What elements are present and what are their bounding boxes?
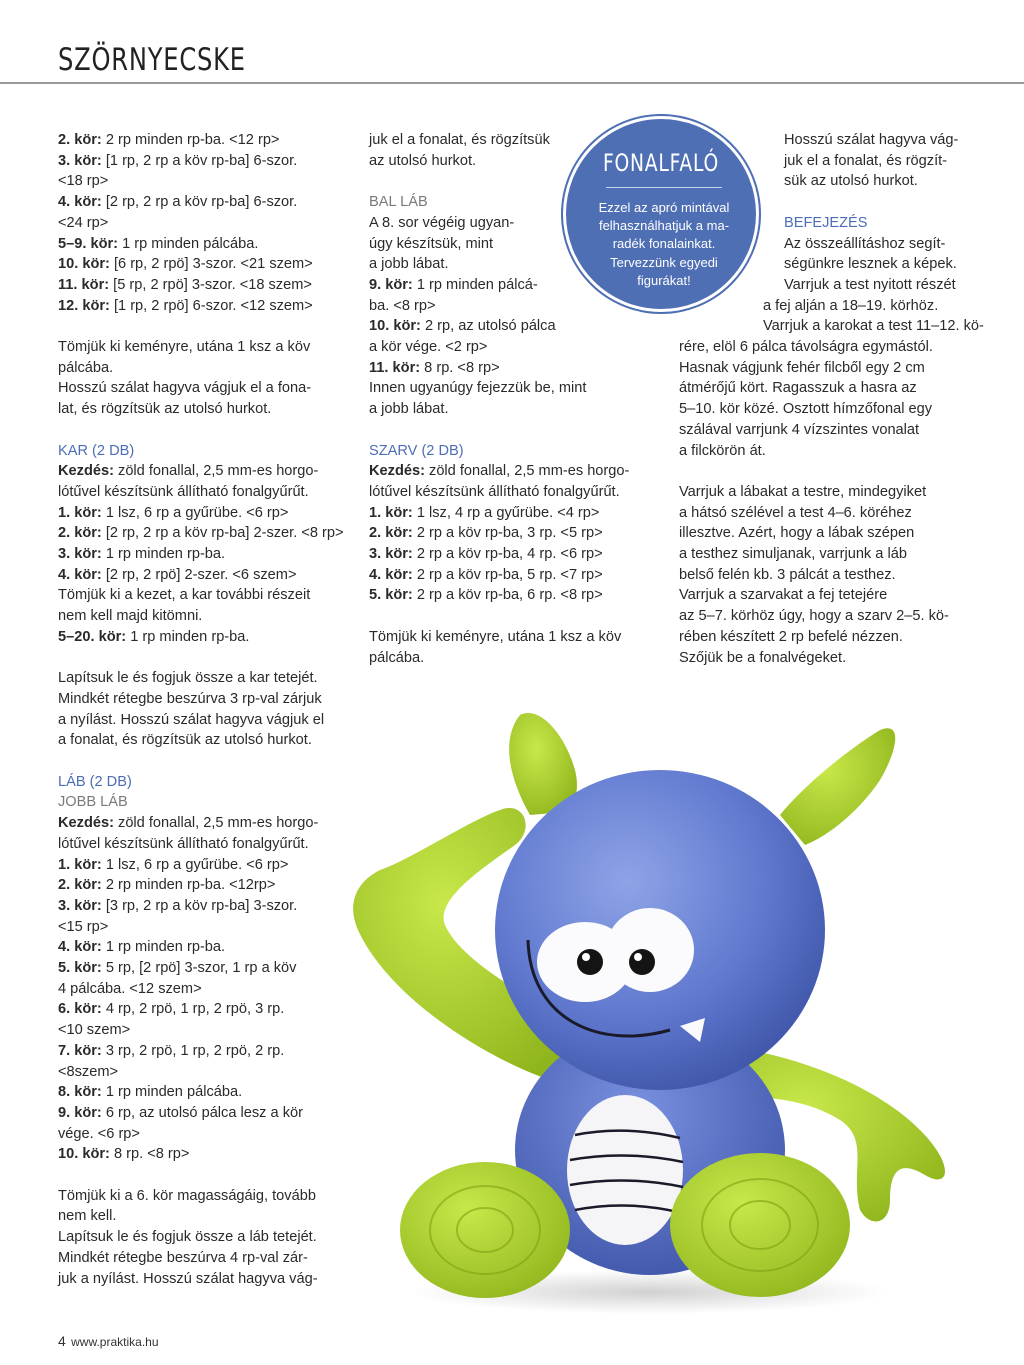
text-line: Lapítsuk le és fogjuk össze a kar tetejét.	[58, 670, 318, 687]
row-label: 4. kör:	[369, 566, 413, 583]
row-label: Kezdés:	[58, 815, 114, 832]
row-text: [6 rp, 2 rpö] 3-szor. <21 szem>	[109, 256, 313, 273]
badge-title: FONALFALÓ	[602, 149, 720, 177]
belly-patch	[567, 1095, 683, 1245]
pattern-row	[369, 544, 661, 565]
row-text: 1 lsz, 6 rp a gyűrübe. <6 rp>	[101, 504, 289, 521]
pattern-row	[58, 130, 348, 151]
row-label: 3. kör:	[58, 897, 102, 914]
text-line: pálcába.	[58, 359, 114, 376]
row-text: 8 rp. <8 rp>	[109, 1146, 190, 1163]
row-label: 9. kör:	[369, 276, 413, 293]
pattern-row	[369, 585, 661, 606]
row-label: 2. kör:	[58, 132, 102, 148]
row-text: 2 rp minden rp-ba. <12rp>	[101, 877, 276, 894]
right-foot	[670, 1153, 850, 1297]
text-line: a hátsó szélével a test 4–6. köréhez	[679, 504, 912, 521]
row-label: 3. kör:	[369, 546, 413, 563]
badge-line: Tervezzünk egyedi	[610, 254, 718, 270]
row-text: [3 rp, 2 rp a köv rp-ba] 3-szor.	[101, 897, 298, 914]
text-line: ba. <8 rp>	[369, 297, 436, 314]
row-text: 1 rp minden rp-ba.	[101, 939, 226, 956]
blank-line	[58, 1165, 348, 1186]
text-line: 5–10. kör közé. Osztott hímzőfonal egy	[679, 401, 933, 418]
pattern-row	[58, 565, 348, 586]
text-line: nem kell.	[58, 1208, 117, 1225]
website-url: www.praktika.hu	[71, 1335, 159, 1349]
pattern-row	[58, 627, 348, 648]
pattern-row	[58, 254, 348, 275]
row-label: 4. kör:	[58, 194, 102, 211]
blank-line	[58, 316, 348, 337]
blank-line	[58, 420, 348, 441]
text-line: rére, elöl 6 pálca távolságra egymástól.	[679, 339, 933, 356]
row-text: 2 rp a köv rp-ba, 3 rp. <5 rp>	[412, 525, 603, 542]
page-title: SZÖRNYECSKE	[58, 42, 246, 78]
text-line: <15 rp>	[58, 918, 109, 935]
row-text: 5 rp, [2 rpö] 3-szor, 1 rp a köv	[101, 960, 297, 977]
row-label: 10. kör:	[58, 256, 110, 273]
row-label: 4. kör:	[58, 939, 102, 956]
text-line: sük az utolsó hurkot.	[784, 173, 918, 190]
row-label: 2. kör:	[369, 525, 413, 542]
text-line: Varrjuk a szarvakat a fej tetejére	[679, 587, 888, 604]
row-label: 4. kör:	[58, 566, 102, 583]
row-text: 2 rp minden rp-ba. <12 rp>	[101, 132, 280, 148]
row-text: zöld fonallal, 2,5 mm-es horgo-	[113, 463, 319, 480]
row-text: [1 rp, 2 rp a köv rp-ba] 6-szor.	[101, 152, 298, 169]
section-heading: SZARV (2 DB)	[369, 442, 464, 459]
text-line: ségünkre lesznek a képek.	[784, 256, 957, 273]
row-text: [2 rp, 2 rpö] 2-szer. <6 szem>	[101, 566, 297, 583]
text-line: lótűvel készítsünk állítható fonalgyűrűt.	[58, 835, 309, 852]
row-label: 9. kör:	[58, 1104, 102, 1121]
text-line: vége. <6 rp>	[58, 1125, 140, 1142]
right-eye	[606, 908, 694, 992]
blank-line	[369, 420, 661, 441]
pattern-row	[58, 855, 348, 876]
text-line: Az összeállításhoz segít-	[784, 235, 946, 252]
text-line: juk a nyílást. Hosszú szálat hagyva vág-	[58, 1270, 318, 1287]
text-line: lótűvel készítsünk állítható fonalgyűrűt.	[58, 483, 309, 500]
text-line: szálával varrjunk 4 vízszintes vonalat	[679, 421, 920, 438]
row-text: [2 rp, 2 rp a köv rp-ba] 2-szer. <8 rp>	[101, 525, 344, 542]
page-number: 4	[58, 1333, 66, 1349]
column-1	[58, 130, 348, 1289]
row-text: zöld fonallal, 2,5 mm-es horgo-	[113, 815, 319, 832]
text-line: juk el a fonalat, és rögzítsük	[369, 132, 550, 148]
text-line: <18 rp>	[58, 173, 109, 190]
row-label: 5. kör:	[58, 960, 102, 977]
text-line: lótűvel készítsünk állítható fonalgyűrűt.	[369, 483, 620, 500]
pattern-row	[58, 461, 348, 482]
row-label: 1. kör:	[58, 504, 102, 521]
text-line: a jobb lábat.	[369, 401, 449, 418]
badge-line: Ezzel az apró mintával	[598, 200, 730, 215]
text-line: Varrjuk a test nyitott részét	[784, 276, 956, 293]
pattern-row	[58, 875, 348, 896]
text-line: Hosszú szálat hagyva vágjuk el a fona-	[58, 380, 312, 397]
pattern-row	[369, 358, 661, 379]
text-line: A 8. sor végéig ugyan-	[369, 214, 515, 231]
text-line: a fonalat, és rögzítsük az utolsó hurkot.	[58, 732, 312, 749]
badge-divider	[606, 187, 722, 188]
row-label: 1. kör:	[369, 504, 413, 521]
text-line: Varrjuk a karokat a test 11–12. kö-	[763, 318, 984, 335]
fonalfalo-badge	[563, 116, 759, 312]
text-line: <8szem>	[58, 1063, 119, 1080]
page-footer	[58, 1333, 159, 1349]
text-line: rében készített 2 rp befelé nézzen.	[679, 628, 903, 645]
pattern-row	[369, 565, 661, 586]
text-line: lat, és rögzítsük az utolsó hurkot.	[58, 401, 272, 418]
blank-line	[58, 648, 348, 669]
pattern-row	[58, 544, 348, 565]
text-line: illesztve. Azért, hogy a lábak szépen	[679, 525, 915, 542]
badge-line: radék fonalainkat.	[612, 236, 716, 252]
text-line: a fej alján a 18–19. körhöz.	[763, 297, 939, 314]
pattern-row	[58, 192, 348, 213]
row-text: zöld fonallal, 2,5 mm-es horgo-	[424, 463, 630, 480]
blank-line	[58, 751, 348, 772]
section-heading: KAR (2 DB)	[58, 442, 135, 459]
row-text: [2 rp, 2 rp a köv rp-ba] 6-szor.	[101, 194, 298, 211]
row-label: 11. kör:	[58, 276, 110, 293]
text-line: <24 rp>	[58, 214, 109, 231]
row-text: 2 rp a köv rp-ba, 6 rp. <8 rp>	[412, 587, 603, 604]
text-line: Innen ugyanúgy fejezzük be, mint	[369, 380, 587, 397]
subsection-heading: JOBB LÁB	[58, 794, 128, 811]
text-line: Szőjük be a fonalvégeket.	[679, 649, 847, 666]
pattern-row	[58, 937, 348, 958]
text-line: a kör vége. <2 rp>	[369, 339, 488, 356]
section-heading: LÁB (2 DB)	[58, 773, 132, 790]
text-line: Tömjük ki keményre, utána 1 ksz a köv	[58, 339, 311, 356]
text-line: Varrjuk a lábakat a testre, mindegyiket	[679, 483, 927, 500]
row-label: 3. kör:	[58, 152, 102, 169]
row-text: 3 rp, 2 rpö, 1 rp, 2 rpö, 2 rp.	[101, 1042, 285, 1059]
row-label: 11. kör:	[369, 359, 421, 376]
text-line: az utolsó hurkot.	[369, 152, 477, 169]
pattern-row	[58, 896, 348, 917]
pattern-row	[369, 316, 661, 337]
text-line: 4 pálcába. <12 szem>	[58, 980, 202, 997]
text-line: Tömjük ki a kezet, a kar további részeit	[58, 587, 311, 604]
row-text: 1 lsz, 4 rp a gyűrübe. <4 rp>	[412, 504, 600, 521]
row-label: 12. kör:	[58, 297, 110, 314]
pattern-row	[58, 275, 348, 296]
right-horn	[780, 728, 895, 845]
text-line: Mindkét rétegbe beszúrva 3 rp-val zárjuk	[58, 690, 322, 707]
row-label: 7. kör:	[58, 1042, 102, 1059]
pattern-row	[58, 1103, 348, 1124]
row-label: 3. kör:	[58, 546, 102, 563]
pattern-row	[369, 461, 661, 482]
pattern-row	[58, 523, 348, 544]
row-text: 2 rp a köv rp-ba, 4 rp. <6 rp>	[412, 546, 603, 563]
badge-line: figurákat!	[637, 272, 691, 288]
row-text: 1 rp minden rp-ba.	[101, 546, 226, 563]
row-label: 2. kör:	[58, 525, 102, 542]
row-text: [1 rp, 2 rpö] 6-szor. <12 szem>	[109, 297, 313, 314]
row-text: 8 rp. <8 rp>	[420, 359, 500, 376]
blank-line	[369, 606, 661, 627]
row-text: 1 rp minden pálcá-	[412, 276, 538, 293]
pattern-row	[369, 523, 661, 544]
row-text: 1 rp minden rp-ba.	[126, 628, 250, 645]
text-line: Hasnak vágjunk fehér filcből egy 2 cm	[679, 359, 925, 376]
pattern-row	[369, 503, 661, 524]
row-text: 6 rp, az utolsó pálca lesz a kör	[101, 1104, 303, 1121]
pattern-row	[58, 503, 348, 524]
pattern-row	[58, 296, 348, 317]
text-line: <10 szem>	[58, 1022, 131, 1039]
text-line: Tömjük ki keményre, utána 1 ksz a köv	[369, 628, 622, 645]
text-line: juk el a fonalat, és rögzít-	[784, 152, 948, 169]
row-label: 5–9. kör:	[58, 235, 119, 252]
row-label: 2. kör:	[58, 877, 102, 894]
pattern-row	[58, 1041, 348, 1062]
right-pupil	[629, 949, 655, 975]
text-line: úgy készítsük, mint	[369, 235, 494, 252]
pattern-row	[58, 813, 348, 834]
row-text: 1 rp minden pálcába.	[101, 1084, 243, 1101]
row-label: 10. kör:	[58, 1146, 110, 1163]
text-line: a jobb lábat.	[369, 256, 449, 273]
pattern-row	[58, 1082, 348, 1103]
row-text: [5 rp, 2 rpö] 3-szor. <18 szem>	[109, 276, 312, 293]
row-label: Kezdés:	[369, 463, 425, 480]
text-line: Hosszú szálat hagyva vág-	[784, 132, 959, 148]
text-line: Tömjük ki a 6. kör magasságáig, tovább	[58, 1187, 316, 1204]
section-heading: BEFEJEZÉS	[784, 214, 868, 231]
text-line: belső felén kb. 3 pálcát a testhez.	[679, 566, 896, 583]
row-label: 5. kör:	[369, 587, 413, 604]
row-label: Kezdés:	[58, 463, 114, 480]
text-line: a nyílást. Hosszú szálat hagyva vágjuk el	[58, 711, 325, 728]
row-label: 10. kör:	[369, 318, 421, 335]
row-text: 1 lsz, 6 rp a gyűrübe. <6 rp>	[101, 856, 289, 873]
text-line: Mindkét rétegbe beszúrva 4 rp-val zár-	[58, 1249, 308, 1266]
text-line: az 5–7. körhöz úgy, hogy a szarv 2–5. kö-	[679, 608, 949, 625]
text-line: nem kell majd kitömni.	[58, 608, 203, 625]
badge-line: felhasználhatjuk a ma-	[598, 218, 730, 234]
left-foot	[400, 1162, 570, 1298]
pattern-row	[58, 234, 348, 255]
text-line: a testhez simuljanak, varrjunk a láb	[679, 546, 907, 563]
row-label: 5–20. kör:	[58, 628, 127, 645]
row-text: 1 rp minden pálcába.	[118, 235, 259, 252]
title-divider	[0, 82, 1024, 84]
row-label: 6. kör:	[58, 1001, 102, 1018]
row-text: 4 rp, 2 rpö, 1 rp, 2 rpö, 3 rp.	[101, 1001, 285, 1018]
subsection-heading: BAL LÁB	[369, 194, 428, 211]
row-text: 2 rp, az utolsó pálca	[420, 318, 556, 335]
badge-body	[588, 199, 740, 290]
row-text: 2 rp a köv rp-ba, 5 rp. <7 rp>	[412, 566, 603, 583]
left-pupil	[577, 949, 603, 975]
pattern-row	[58, 999, 348, 1020]
text-line: a filckörön át.	[679, 442, 766, 459]
pattern-row	[58, 151, 348, 172]
text-line: átmérőjű kört. Ragasszuk a hasra az	[679, 380, 917, 397]
text-line: Lapítsuk le és fogjuk össze a láb tetejét.	[58, 1229, 317, 1246]
row-label: 1. kör:	[58, 856, 102, 873]
pattern-row	[58, 1144, 348, 1165]
row-label: 8. kör:	[58, 1084, 102, 1101]
text-line: pálcába.	[369, 649, 425, 666]
amigurumi-monster-photo	[350, 700, 970, 1320]
pattern-row	[58, 958, 348, 979]
blank-line	[679, 461, 979, 482]
